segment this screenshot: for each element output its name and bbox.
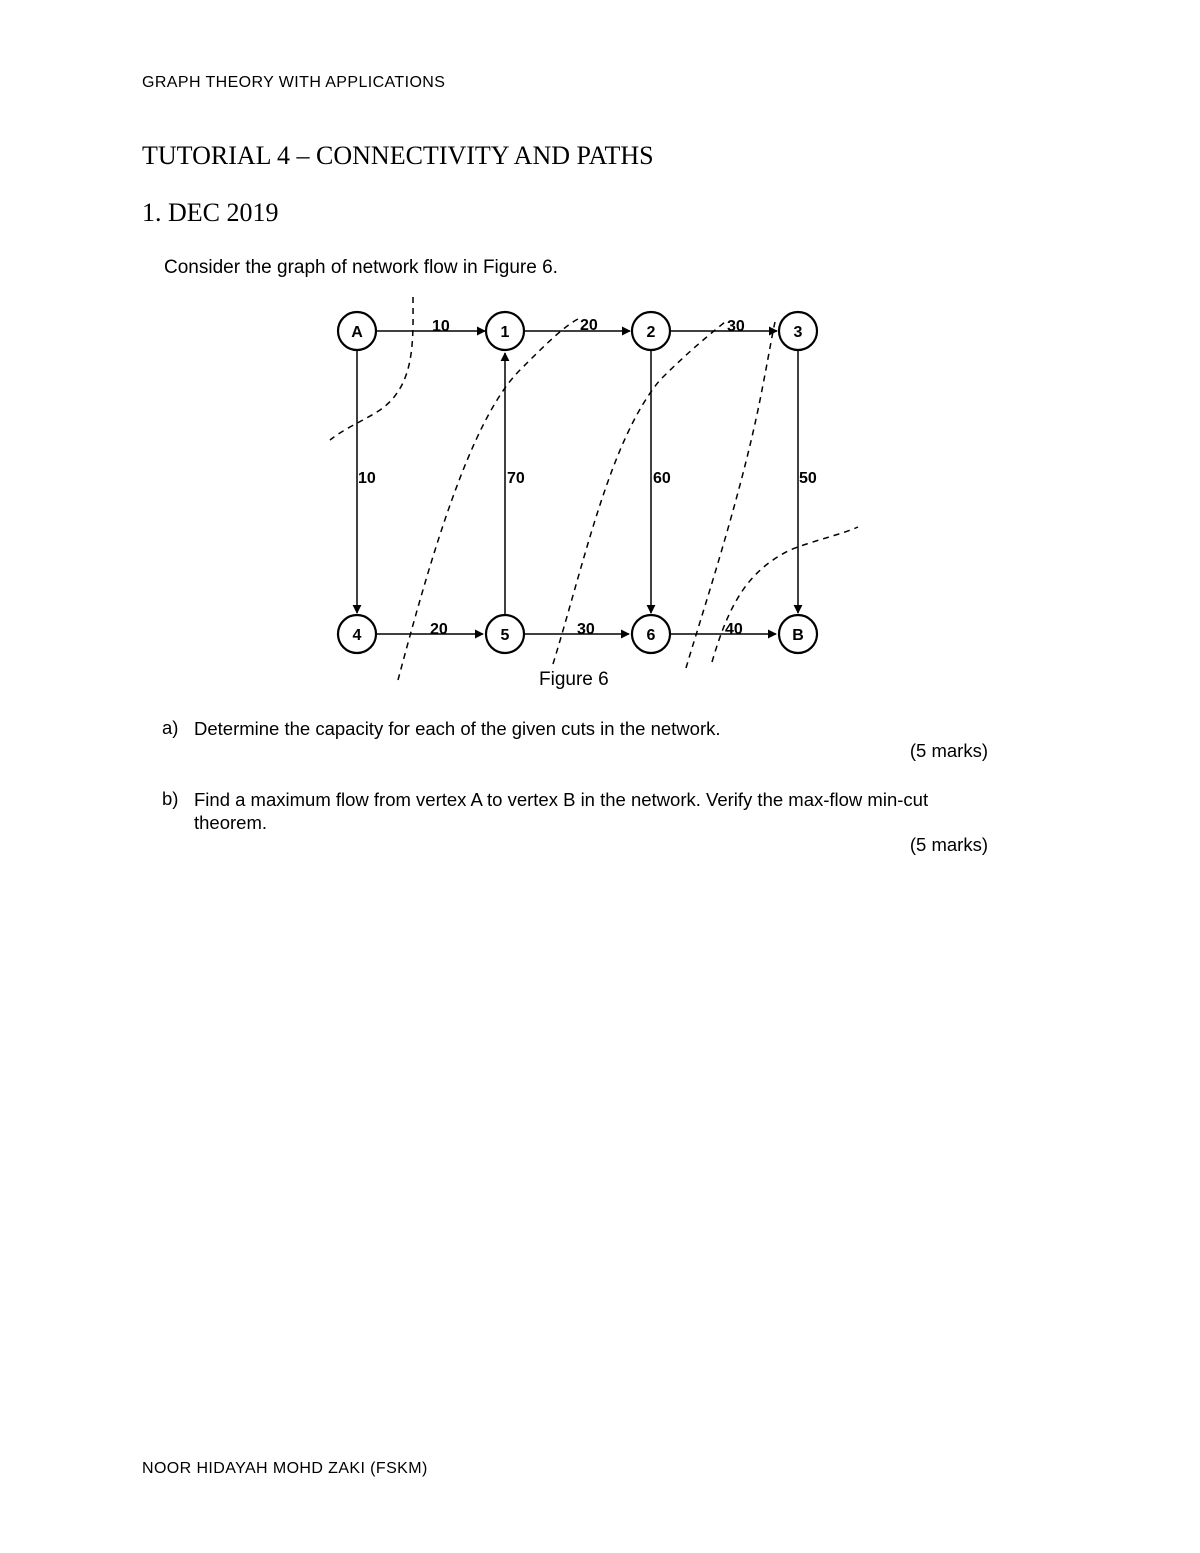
node-5 [486, 615, 524, 653]
part-b-text: Find a maximum flow from vertex A to vertex B in the network. Verify the max-flow min-cut theorem. [194, 789, 929, 833]
tutorial-title: TUTORIAL 4 – CONNECTIVITY AND PATHS [142, 141, 654, 170]
part-a-label: a) [162, 717, 179, 738]
node-label-3: 3 [793, 324, 803, 341]
edge-label-2-6: 60 [653, 470, 671, 487]
network-flow-figure [0, 0, 1200, 720]
node-label-B: B [792, 627, 804, 644]
page-header: GRAPH THEORY WITH APPLICATIONS [142, 74, 446, 91]
edge-label-5-6: 30 [577, 621, 595, 638]
node-6 [632, 615, 670, 653]
question-heading: 1. DEC 2019 [142, 198, 279, 227]
node-A [338, 312, 376, 350]
edge-label-A-1: 10 [432, 318, 450, 335]
page-footer: NOOR HIDAYAH MOHD ZAKI (FSKM) [142, 1460, 428, 1477]
cut-line-3 [553, 322, 725, 664]
edge-label-5-1: 70 [507, 470, 525, 487]
node-2 [632, 312, 670, 350]
node-B [779, 615, 817, 653]
node-3 [779, 312, 817, 350]
edges [357, 331, 798, 634]
edge-label-4-5: 20 [430, 621, 448, 638]
question-part-a [162, 717, 1002, 741]
edge-label-6-B: 40 [725, 621, 743, 638]
edge-label-1-2: 20 [580, 317, 598, 334]
part-a-text: Determine the capacity for each of the given cuts in the network. [194, 718, 721, 739]
part-b-marks: (5 marks) [909, 834, 988, 855]
node-1 [486, 312, 524, 350]
node-label-4: 4 [352, 627, 362, 644]
question-intro: Consider the graph of network flow in Figure 6. [164, 257, 558, 278]
cut-line-4 [686, 322, 775, 668]
part-a-marks: (5 marks) [909, 740, 988, 761]
figure-caption: Figure 6 [539, 669, 609, 690]
node-label-5: 5 [500, 627, 510, 644]
edge-label-A-4: 10 [358, 470, 376, 487]
node-label-2: 2 [646, 324, 656, 341]
node-4 [338, 615, 376, 653]
edge-label-3-B: 50 [799, 470, 817, 487]
part-b-label: b) [162, 788, 179, 809]
node-label-1: 1 [500, 324, 510, 341]
node-label-6: 6 [646, 627, 656, 644]
question-part-b [162, 788, 1002, 836]
node-label-A: A [351, 324, 363, 341]
edge-label-2-3: 30 [727, 318, 745, 335]
